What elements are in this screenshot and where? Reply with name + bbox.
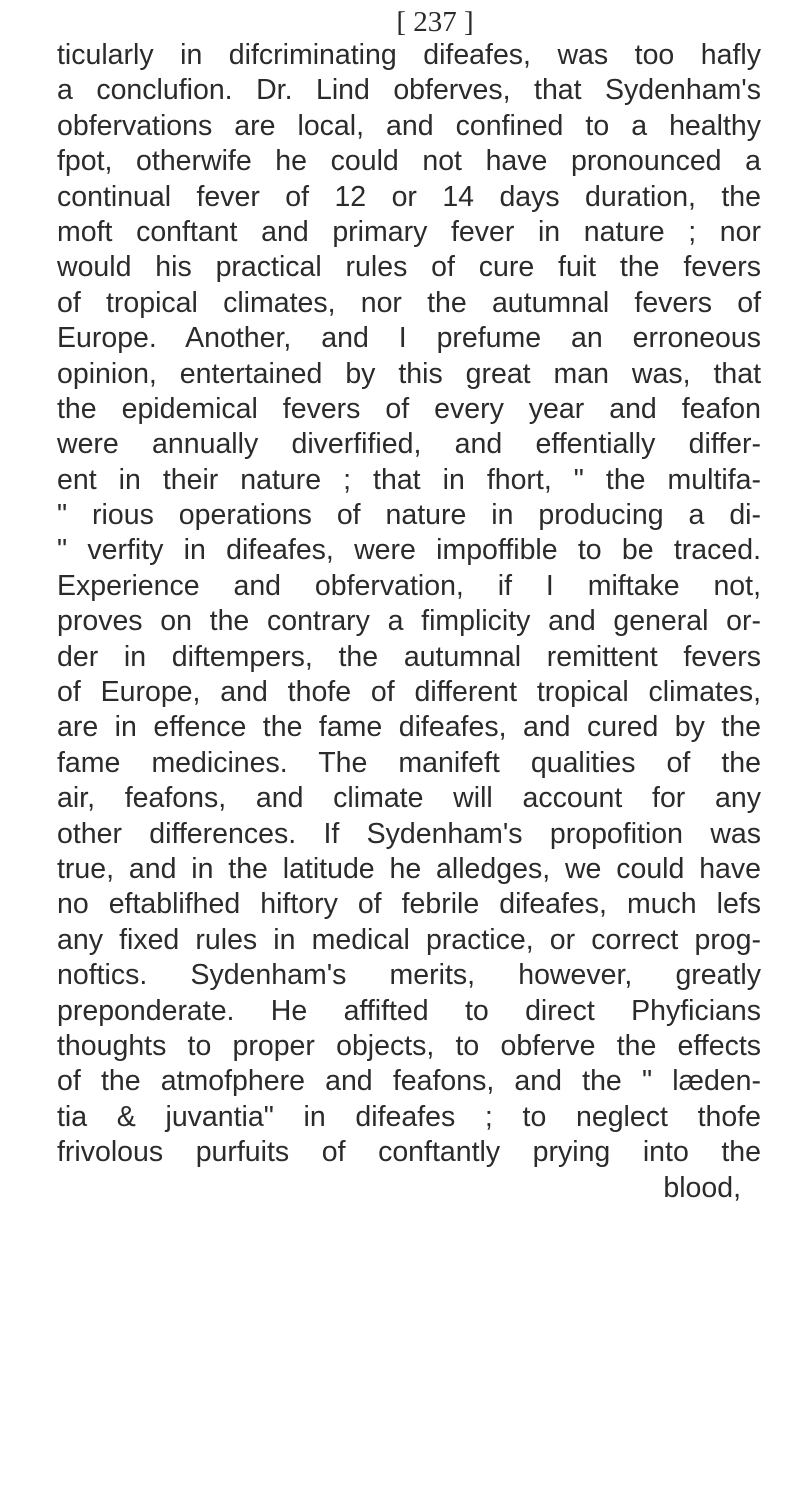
text-line: Europe. Another, and I prefume an erroneous xyxy=(57,322,761,355)
text-line: of Europe, and thofe of different tropical climates, xyxy=(57,676,761,709)
text-line: ent in their nature ; that in fhort, " the multifa- xyxy=(57,463,761,496)
text-line: any fixed rules in medical practice, or correct prog- xyxy=(57,923,761,956)
text-line: other differences. If Sydenham's propofition was xyxy=(57,817,761,850)
text-line: ticularly in difcriminating difeafes, was too hafly xyxy=(57,39,761,71)
text-line: no eftablifhed hiftory of febrile difeafes, much lefs xyxy=(57,888,761,921)
text-line: opinion, entertained by this great man was, that xyxy=(57,357,761,390)
text-line: would his practical rules of cure fuit the fevers xyxy=(57,251,761,284)
text-line: preponderate. He affifted to direct Phyficians xyxy=(57,994,761,1027)
text-line: were annually diverfified, and effentially differ- xyxy=(57,428,761,461)
text-line: Experience and obfervation, if I miftake not, xyxy=(57,569,761,602)
text-line: a conclufion. Dr. Lind obferves, that Sydenham's xyxy=(57,74,761,107)
text-line: frivolous purfuits of conftantly prying into the xyxy=(57,1136,761,1169)
text-line: obfervations are local, and confined to a healthy xyxy=(57,109,761,142)
page-number: [ 237 ] xyxy=(396,6,474,38)
text-line: thoughts to proper objects, to obferve the effects xyxy=(57,1029,761,1062)
text-line: proves on the contrary a fimplicity and general or- xyxy=(57,605,761,638)
catchword-line: blood, xyxy=(663,1171,741,1204)
text-line: tia & juvantia" in difeafes ; to neglect thofe xyxy=(57,1100,761,1133)
text-line: " verfity in difeafes, were impoffible to be traced. xyxy=(57,534,761,567)
text-line: fame medicines. The manifeft qualities of the xyxy=(57,746,761,779)
text-line: moft conftant and primary fever in nature ; nor xyxy=(57,215,761,248)
text-line: air, feafons, and climate will account for any xyxy=(57,782,761,815)
body-text xyxy=(57,38,761,1206)
text-line: noftics. Sydenham's merits, however, greatly xyxy=(57,959,761,992)
text-line: the epidemical fevers of every year and feafon xyxy=(57,392,761,425)
text-line: of tropical climates, nor the autumnal fevers of xyxy=(57,286,761,319)
text-line: are in effence the fame difeafes, and cured by the xyxy=(57,711,761,744)
text-line: continual fever of 12 or 14 days duration, the xyxy=(57,180,761,213)
text-line: true, and in the latitude he alledges, we could have xyxy=(57,852,761,885)
text-line: fpot, otherwife he could not have pronounced a xyxy=(57,145,761,178)
text-line: of the atmofphere and feafons, and the " læden- xyxy=(57,1065,761,1098)
text-line: " rious operations of nature in producing a di- xyxy=(57,499,761,532)
text-line: der in diftempers, the autumnal remittent fevers xyxy=(57,640,761,673)
